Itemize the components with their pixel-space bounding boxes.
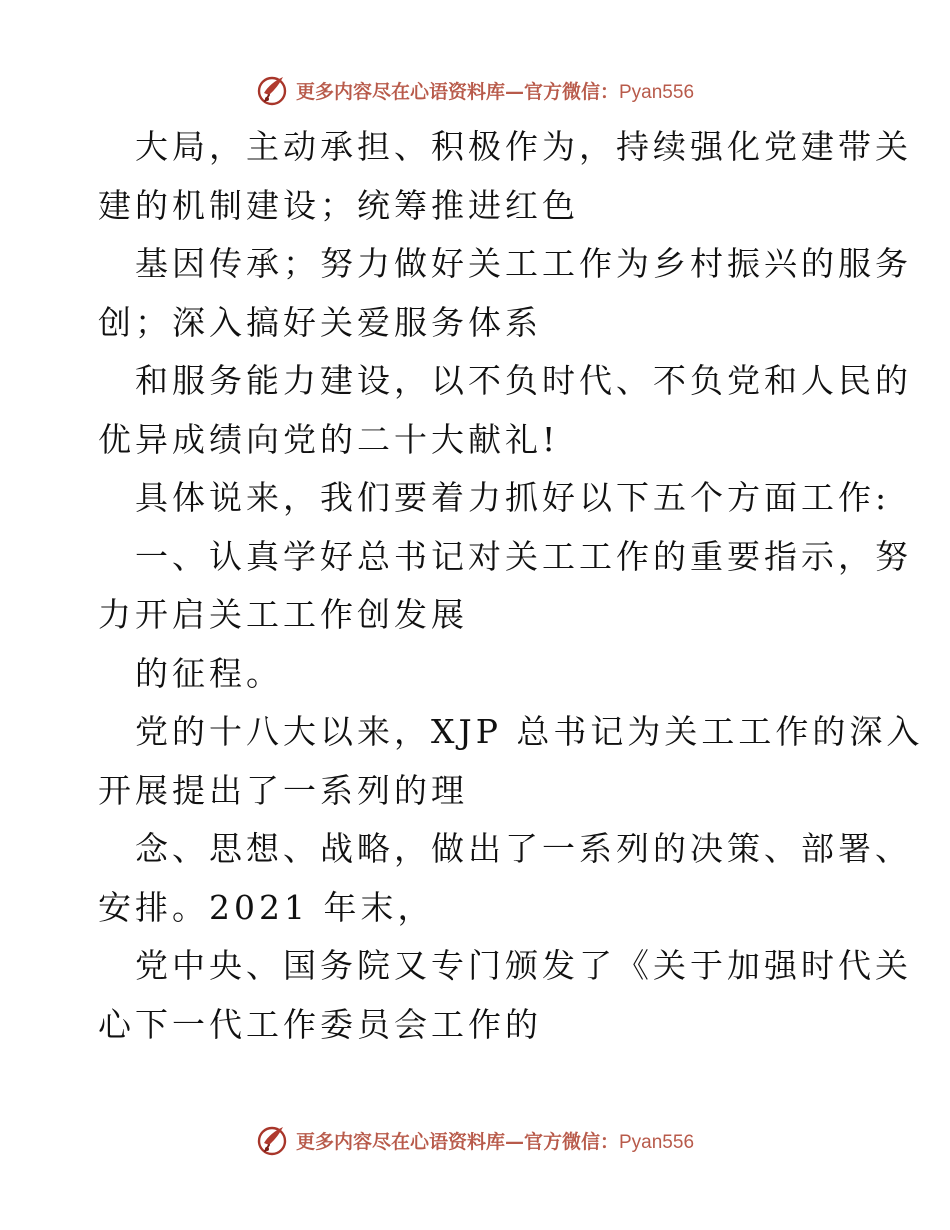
body-line: 心下一代工作委员会工作的 [98, 1004, 542, 1044]
body-line: 建的机制建设；统筹推进红色 [98, 185, 579, 225]
header-wechat-label: 官方微信： [523, 80, 619, 103]
quill-in-circle-icon [256, 73, 290, 107]
body-line: 的征程。 [135, 653, 283, 693]
body-line: 优异成绩向党的二十大献礼! [98, 419, 560, 459]
footer-site-name: 更多内容尽在心语资料库 [295, 1130, 505, 1153]
document-body [98, 118, 924, 1054]
footer-separator: — [504, 1130, 524, 1153]
body-line: 和服务能力建设，以不负时代、不负党和人民的 [135, 361, 912, 400]
body-line: 大局，主动承担、积极作为，持续强化党建带关 [135, 127, 912, 166]
body-line: 安排。2021 年末， [98, 887, 435, 927]
header-watermark-text [296, 77, 694, 104]
footer-wechat-label: 官方微信： [523, 1130, 619, 1153]
quill-in-circle-icon [256, 1123, 290, 1157]
header-watermark [0, 70, 950, 110]
body-line: 具体说来，我们要着力抓好以下五个方面工作: [135, 478, 891, 517]
body-line: 党中央、国务院又专门颁发了《关于加强时代关 [135, 946, 912, 985]
body-line: 开展提出了一系列的理 [98, 770, 468, 810]
body-line: 一、认真学好总书记对关工工作的重要指示，努 [135, 536, 912, 576]
body-line: 力开启关工工作创发展 [98, 595, 468, 634]
footer-wechat-id: Pyan556 [619, 1131, 695, 1153]
header-wechat-id: Pyan556 [619, 81, 695, 103]
body-line: 创；深入搞好关爱服务体系 [98, 302, 542, 342]
header-watermark-inner [256, 73, 694, 107]
footer-watermark-text [296, 1127, 694, 1154]
body-line: 党的十八大以来，XJP 总书记为关工工作的深入 [135, 712, 924, 751]
header-separator: — [504, 80, 524, 103]
footer-watermark [0, 1120, 950, 1160]
body-line: 基因传承；努力做好关工工作为乡村振兴的服务 [135, 244, 912, 283]
body-line: 念、思想、战略，做出了一系列的决策、部署、 [135, 829, 912, 868]
footer-watermark-inner [256, 1123, 694, 1157]
header-site-name: 更多内容尽在心语资料库 [295, 80, 505, 103]
